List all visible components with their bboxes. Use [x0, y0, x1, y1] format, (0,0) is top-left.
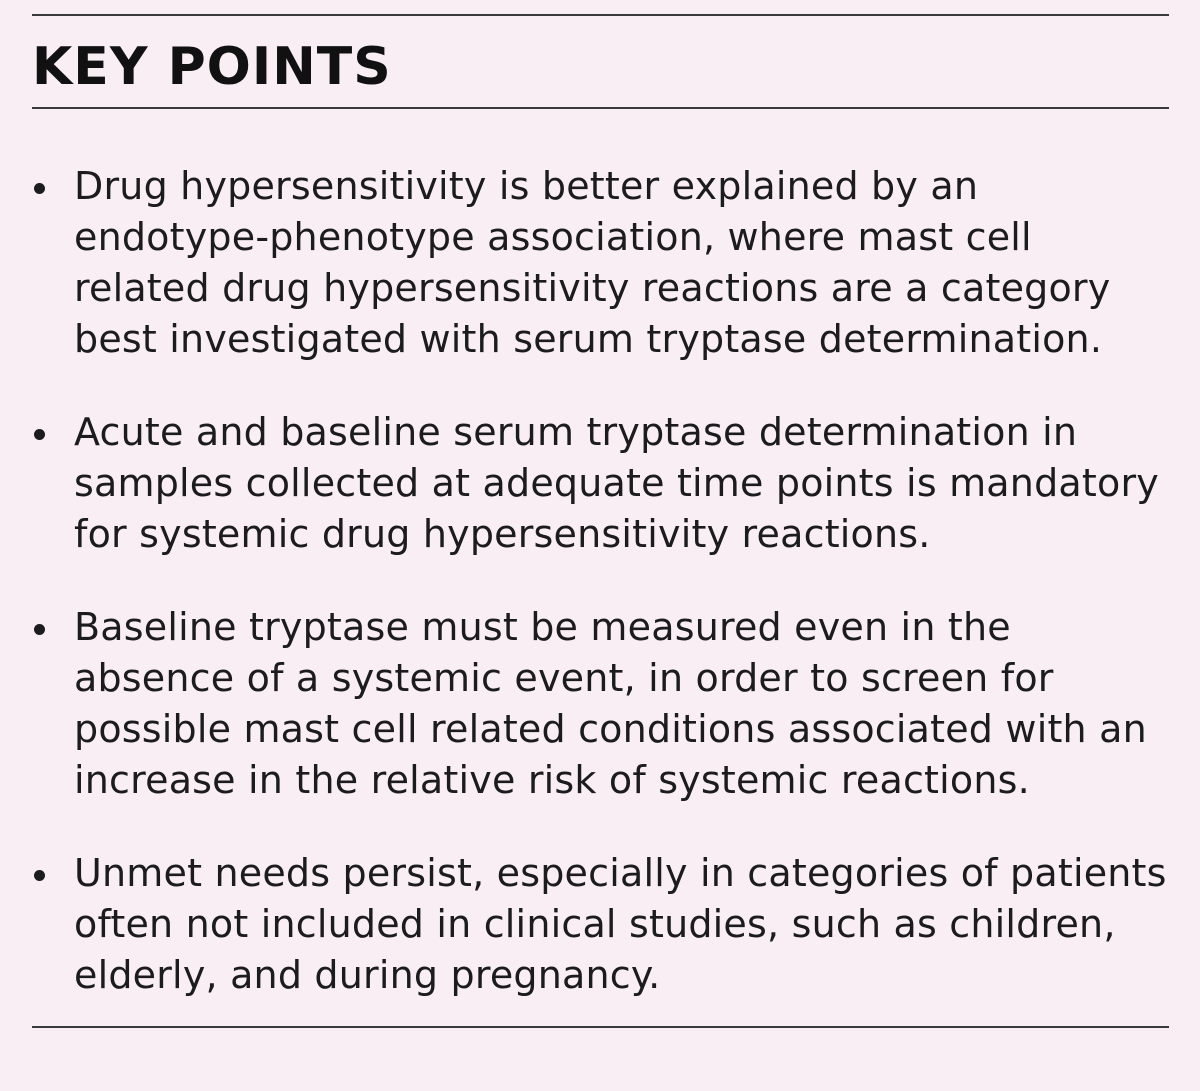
key-points-list	[32, 161, 1169, 1001]
key-points-box	[32, 14, 1169, 1030]
bullet-icon	[34, 183, 45, 194]
key-point-item	[32, 848, 1169, 1001]
key-points-heading: KEY POINTS	[32, 37, 392, 97]
key-point-text: Acute and baseline serum tryptase determination in samples collected at adequate time points is mandatory for systemic drug hypersensitivity reactions.	[74, 410, 1159, 556]
bullet-icon	[34, 624, 45, 635]
key-point-text: Unmet needs persist, especially in categories of patients often not included in clinical studies, such as children, elderly, and during pregnancy.	[74, 851, 1167, 997]
key-point-item	[32, 161, 1169, 365]
top-divider	[32, 14, 1169, 16]
bottom-divider	[32, 1026, 1169, 1028]
key-point-text: Drug hypersensitivity is better explained by an endotype-phenotype association, where mast cell related drug hypersensitivity reactions are a category best investigated with serum tryptase determination.	[74, 164, 1111, 361]
key-point-item	[32, 407, 1169, 560]
bullet-icon	[34, 870, 45, 881]
bullet-icon	[34, 429, 45, 440]
heading-divider	[32, 107, 1169, 109]
key-point-item	[32, 602, 1169, 806]
key-point-text: Baseline tryptase must be measured even in the absence of a systemic event, in order to screen for possible mast cell related conditions associated with an increase in the relative risk of systemic reactions.	[74, 605, 1147, 802]
